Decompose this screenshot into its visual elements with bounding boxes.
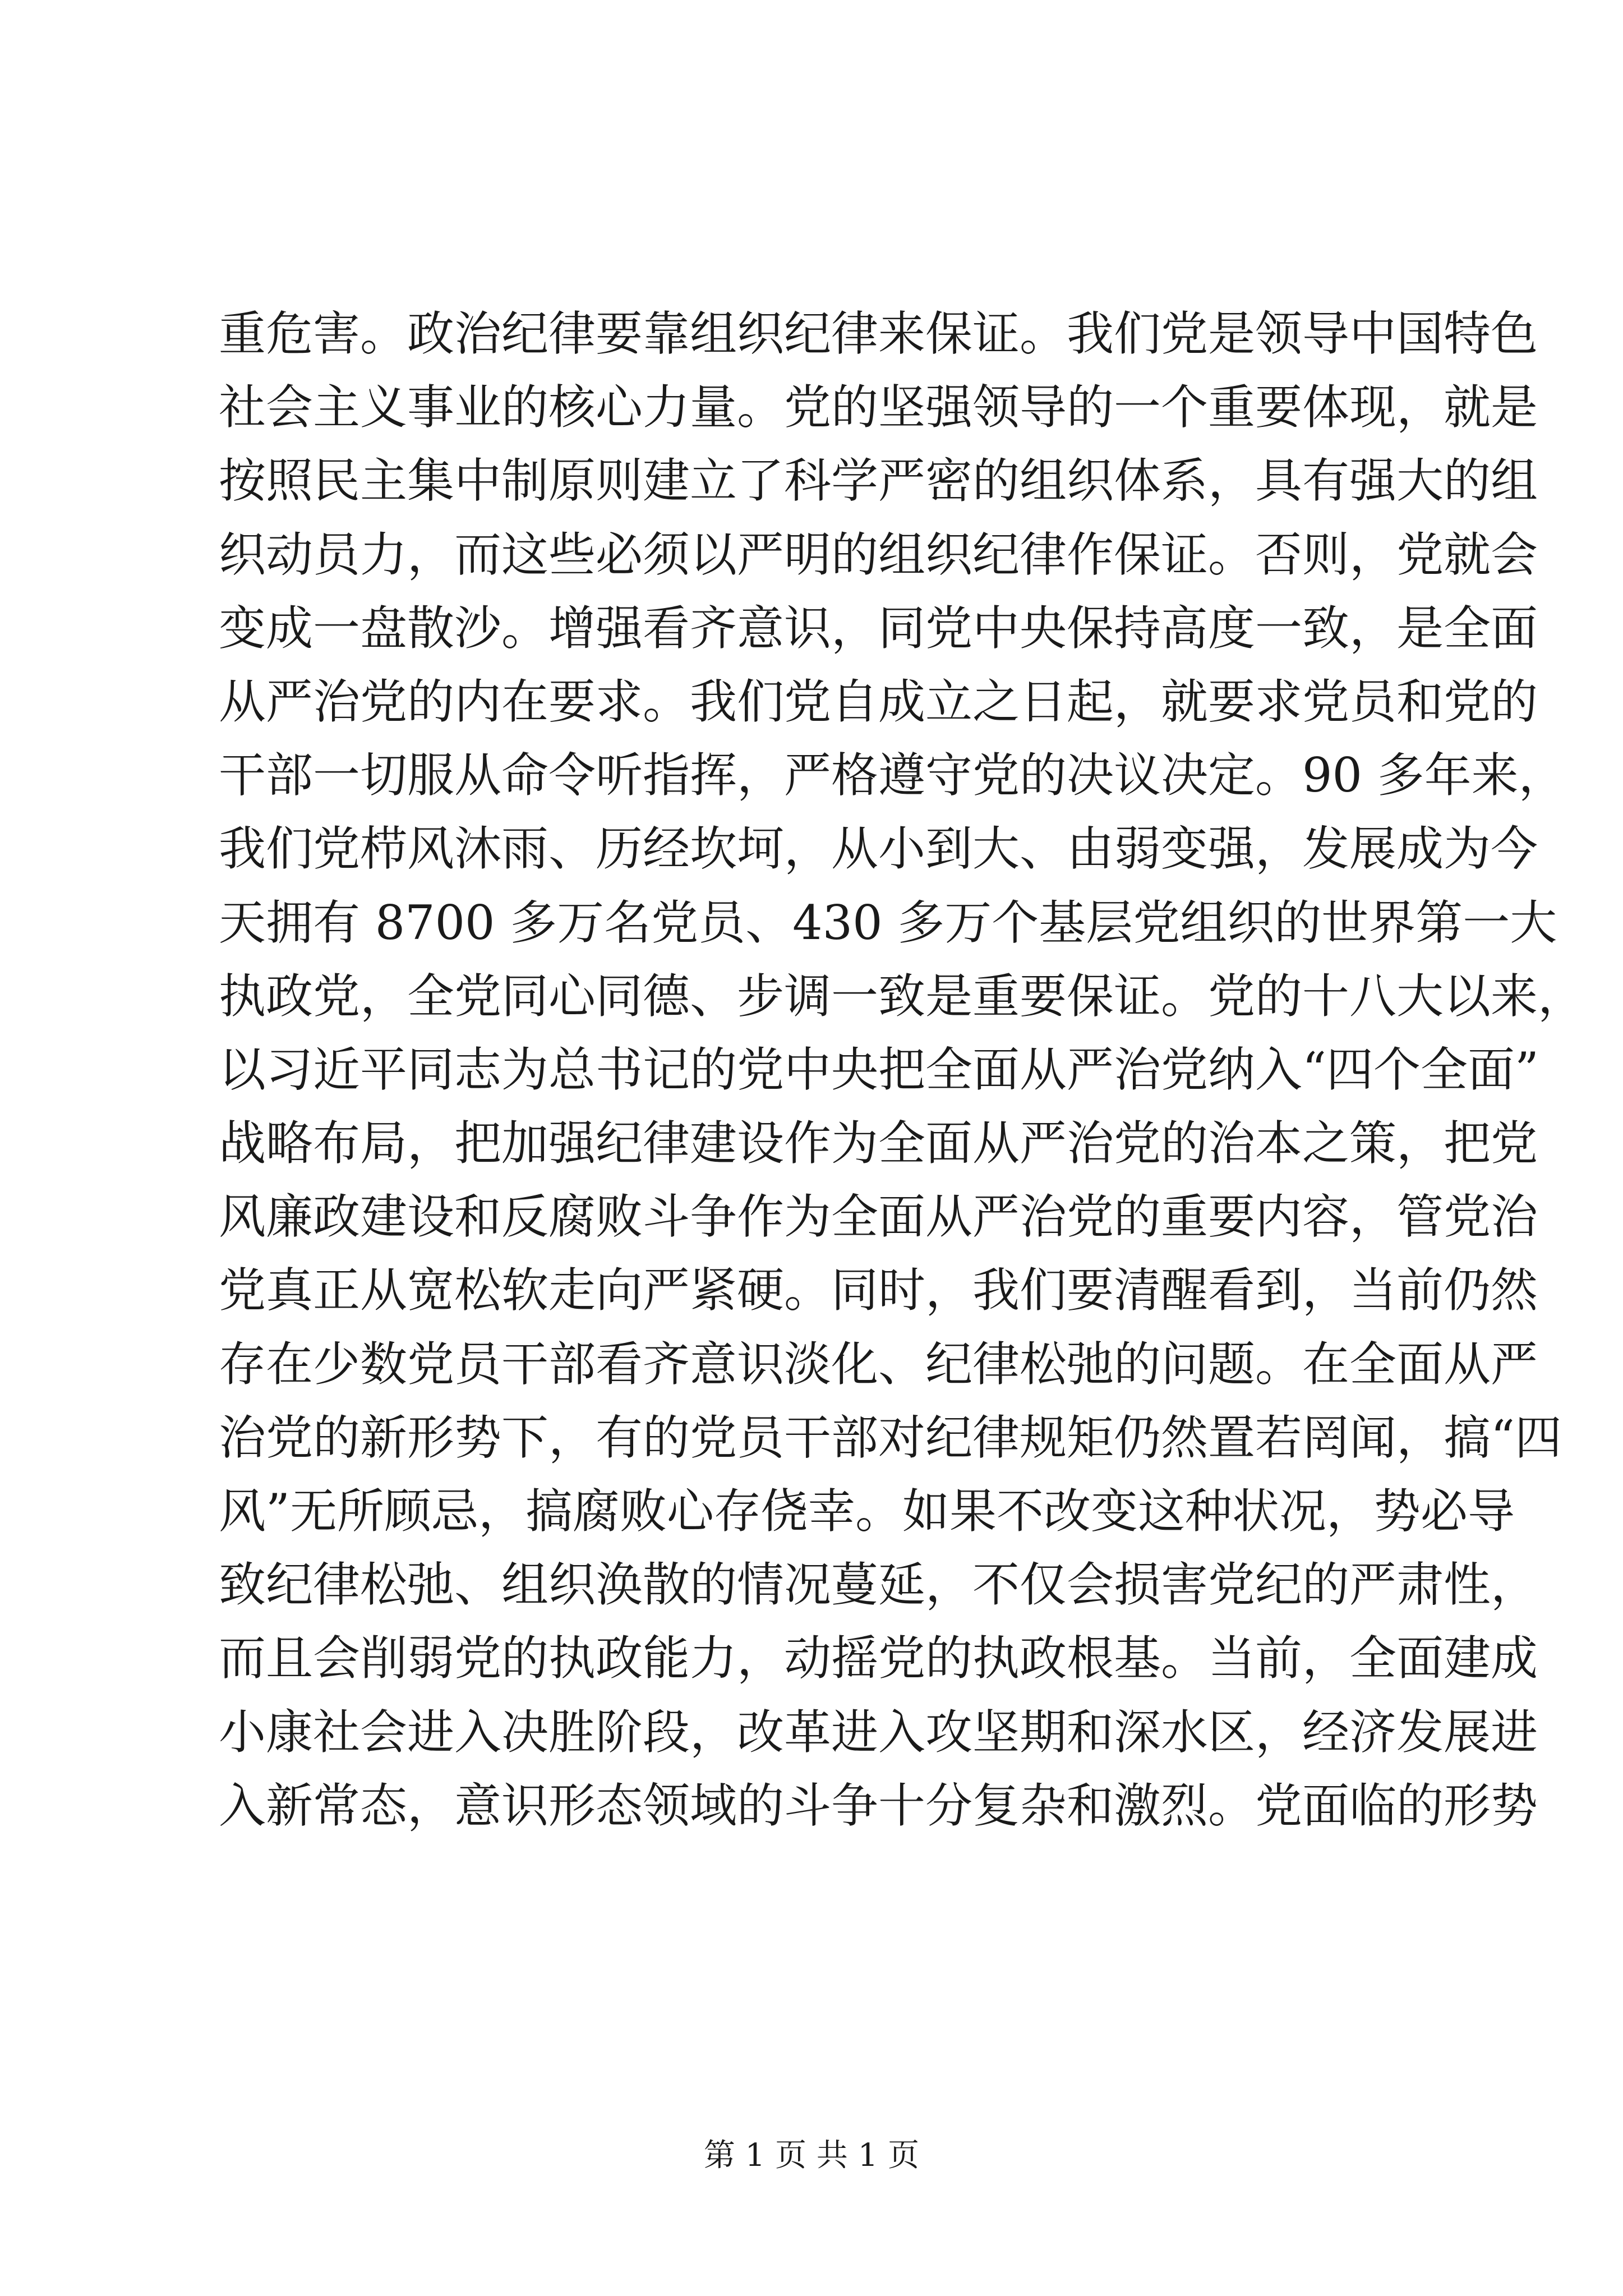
page-number-label: 第 1 页 共 1 页 bbox=[703, 2137, 920, 2174]
text-line-13: 风廉政建设和反腐败斗争作为全面从严治党的重要内容，管党治 bbox=[219, 1189, 1538, 1245]
text-line-3: 按照民主集中制原则建立了科学严密的组织体系，具有强大的组 bbox=[219, 453, 1538, 509]
text-line-11: 以习近平同志为总书记的党中央把全面从严治党纳入“四个全面” bbox=[219, 1042, 1539, 1097]
text-line-1: 重危害。政治纪律要靠组织纪律来保证。我们党是领导中国特色 bbox=[219, 306, 1538, 361]
text-line-21: 入新常态，意识形态领域的斗争十分复杂和激烈。党面临的形势 bbox=[219, 1778, 1538, 1833]
text-line-20: 小康社会进入决胜阶段，改革进入攻坚期和深水区，经济发展进 bbox=[219, 1704, 1538, 1760]
text-line-12: 战略布局，把加强纪律建设作为全面从严治党的治本之策，把党 bbox=[219, 1116, 1538, 1171]
text-line-16: 治党的新形势下，有的党员干部对纪律规矩仍然置若罔闻，搞“四 bbox=[219, 1410, 1562, 1465]
text-line-8: 我们党栉风沐雨、历经坎坷，从小到大、由弱变强，发展成为今 bbox=[219, 821, 1538, 877]
text-line-10: 执政党，全党同心同德、步调一致是重要保证。党的十八大以来， bbox=[219, 968, 1585, 1024]
text-line-17: 风”无所顾忌，搞腐败心存侥幸。如果不改变这种状况，势必导 bbox=[219, 1484, 1515, 1539]
text-line-9: 天拥有 8700 多万名党员、430 多万个基层党组织的世界第一大 bbox=[219, 895, 1557, 950]
text-line-19: 而且会削弱党的执政能力，动摇党的执政根基。当前，全面建成 bbox=[219, 1631, 1538, 1686]
text-line-14: 党真正从宽松软走向严紧硬。同时，我们要清醒看到，当前仍然 bbox=[219, 1263, 1538, 1318]
page-footer bbox=[0, 2136, 1623, 2175]
text-line-15: 存在少数党员干部看齐意识淡化、纪律松弛的问题。在全面从严 bbox=[219, 1336, 1538, 1392]
text-line-6: 从严治党的内在要求。我们党自成立之日起，就要求党员和党的 bbox=[219, 674, 1538, 729]
text-line-4: 织动员力，而这些必须以严明的组织纪律作保证。否则，党就会 bbox=[219, 527, 1538, 582]
body-text bbox=[219, 297, 1585, 1843]
text-line-7: 干部一切服从命令听指挥，严格遵守党的决议决定。90 多年来， bbox=[219, 748, 1566, 803]
text-line-2: 社会主义事业的核心力量。党的坚强领导的一个重要体现，就是 bbox=[219, 380, 1538, 435]
text-line-18: 致纪律松弛、组织涣散的情况蔓延，不仅会损害党纪的严肃性， bbox=[219, 1557, 1538, 1613]
text-line-5: 变成一盘散沙。增强看齐意识，同党中央保持高度一致，是全面 bbox=[219, 600, 1538, 656]
